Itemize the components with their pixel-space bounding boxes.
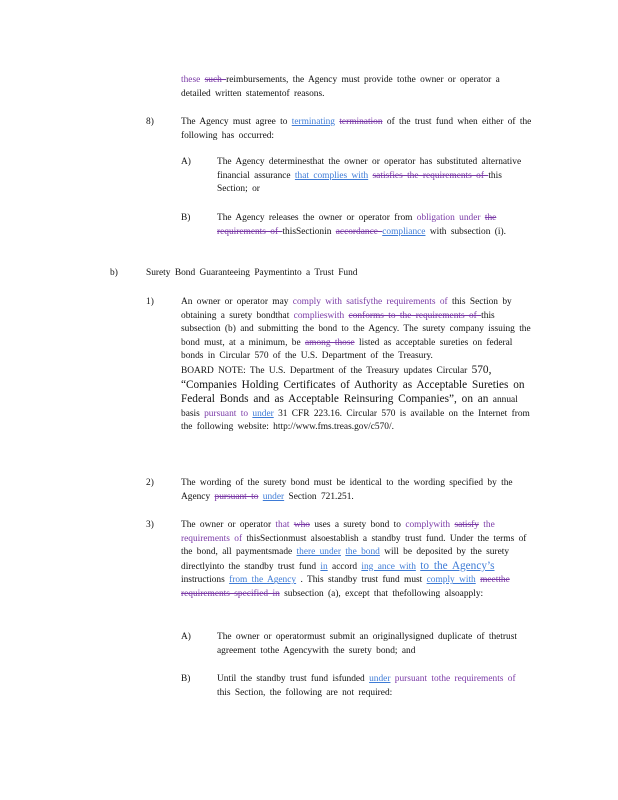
item-1-label: 1) (146, 297, 154, 307)
item-3-paragraph: The owner or operator that who uses a surety bond to complywith satisfy the requirements of thisSectionmust alsoestablish a standby trust fund. Under the terms of the bond, all paymentsmade there under the bond will be deposited by the surety directlyinto the standby trust fund in accord ing ance with to the Agency’s instructions from the Agency . This standby trust fund must comply with meetthe requirements specified in subsection (a), except that thefollowing alsoapply: (181, 520, 527, 599)
section-b-label: b) (110, 268, 118, 278)
section-b-heading: Surety Bond Guaranteeing Paymentinto a Trust Fund (146, 268, 358, 278)
item-3b-paragraph: Until the standby trust fund isfunded under pursuant tothe requirements of this Section, the following are not required: (217, 674, 516, 698)
item-2-label: 2) (146, 478, 154, 488)
item-8b-label: B) (181, 213, 191, 223)
item-8b-paragraph: The Agency releases the owner or operator from obligation under the requirements of thisSectionin accordance compliance with subsection (i). (217, 213, 506, 237)
item-1-paragraph: An owner or operator may comply with satisfythe requirements of this Section by obtaining a surety bondthat complieswith conforms to the requirements of this subsection (b) and submitting the bond to the Agency. The surety company issuing the bond must, at a minimum, be among those listed as acceptable sureties on federal bonds in Circular 570 of the U.S. Department of the Treasury. BOARD NOTE: The U.S. Department of the Treasury updates Circular 570, “Companies Holding Certificates of Authority as Acceptable Sureties on Federal Bonds and as Acceptable Reinsuring Companies”, on an annual basis pursuant to under 31 CFR 223.16. Circular 570 is available on the Internet from the following website: http://www.fms.treas.gov/c570/. (181, 297, 531, 433)
item-8a-paragraph: The Agency determinesthat the owner or operator has substituted alternative financial assurance that complies with satisfies the requirements of this Section; or (217, 157, 522, 195)
item-3b-label: B) (181, 674, 191, 684)
continuation-paragraph: these such reimbursements, the Agency must provide tothe owner or operator a detailed written statementof reasons. (181, 75, 500, 99)
item-8-paragraph: The Agency must agree to terminating termination of the trust fund when either of the following has occurred: (181, 117, 532, 141)
item-3a-label: A) (181, 632, 191, 642)
item-3-label: 3) (146, 520, 154, 530)
item-3a-paragraph: The owner or operatormust submit an originallysigned duplicate of thetrust agreement tothe Agencywith the surety bond; and (217, 632, 517, 656)
item-8a-label: A) (181, 157, 191, 167)
item-2-paragraph: The wording of the surety bond must be identical to the wording specified by the Agency pursuant to under Section 721.251. (181, 478, 513, 502)
item-8-label: 8) (146, 117, 154, 127)
